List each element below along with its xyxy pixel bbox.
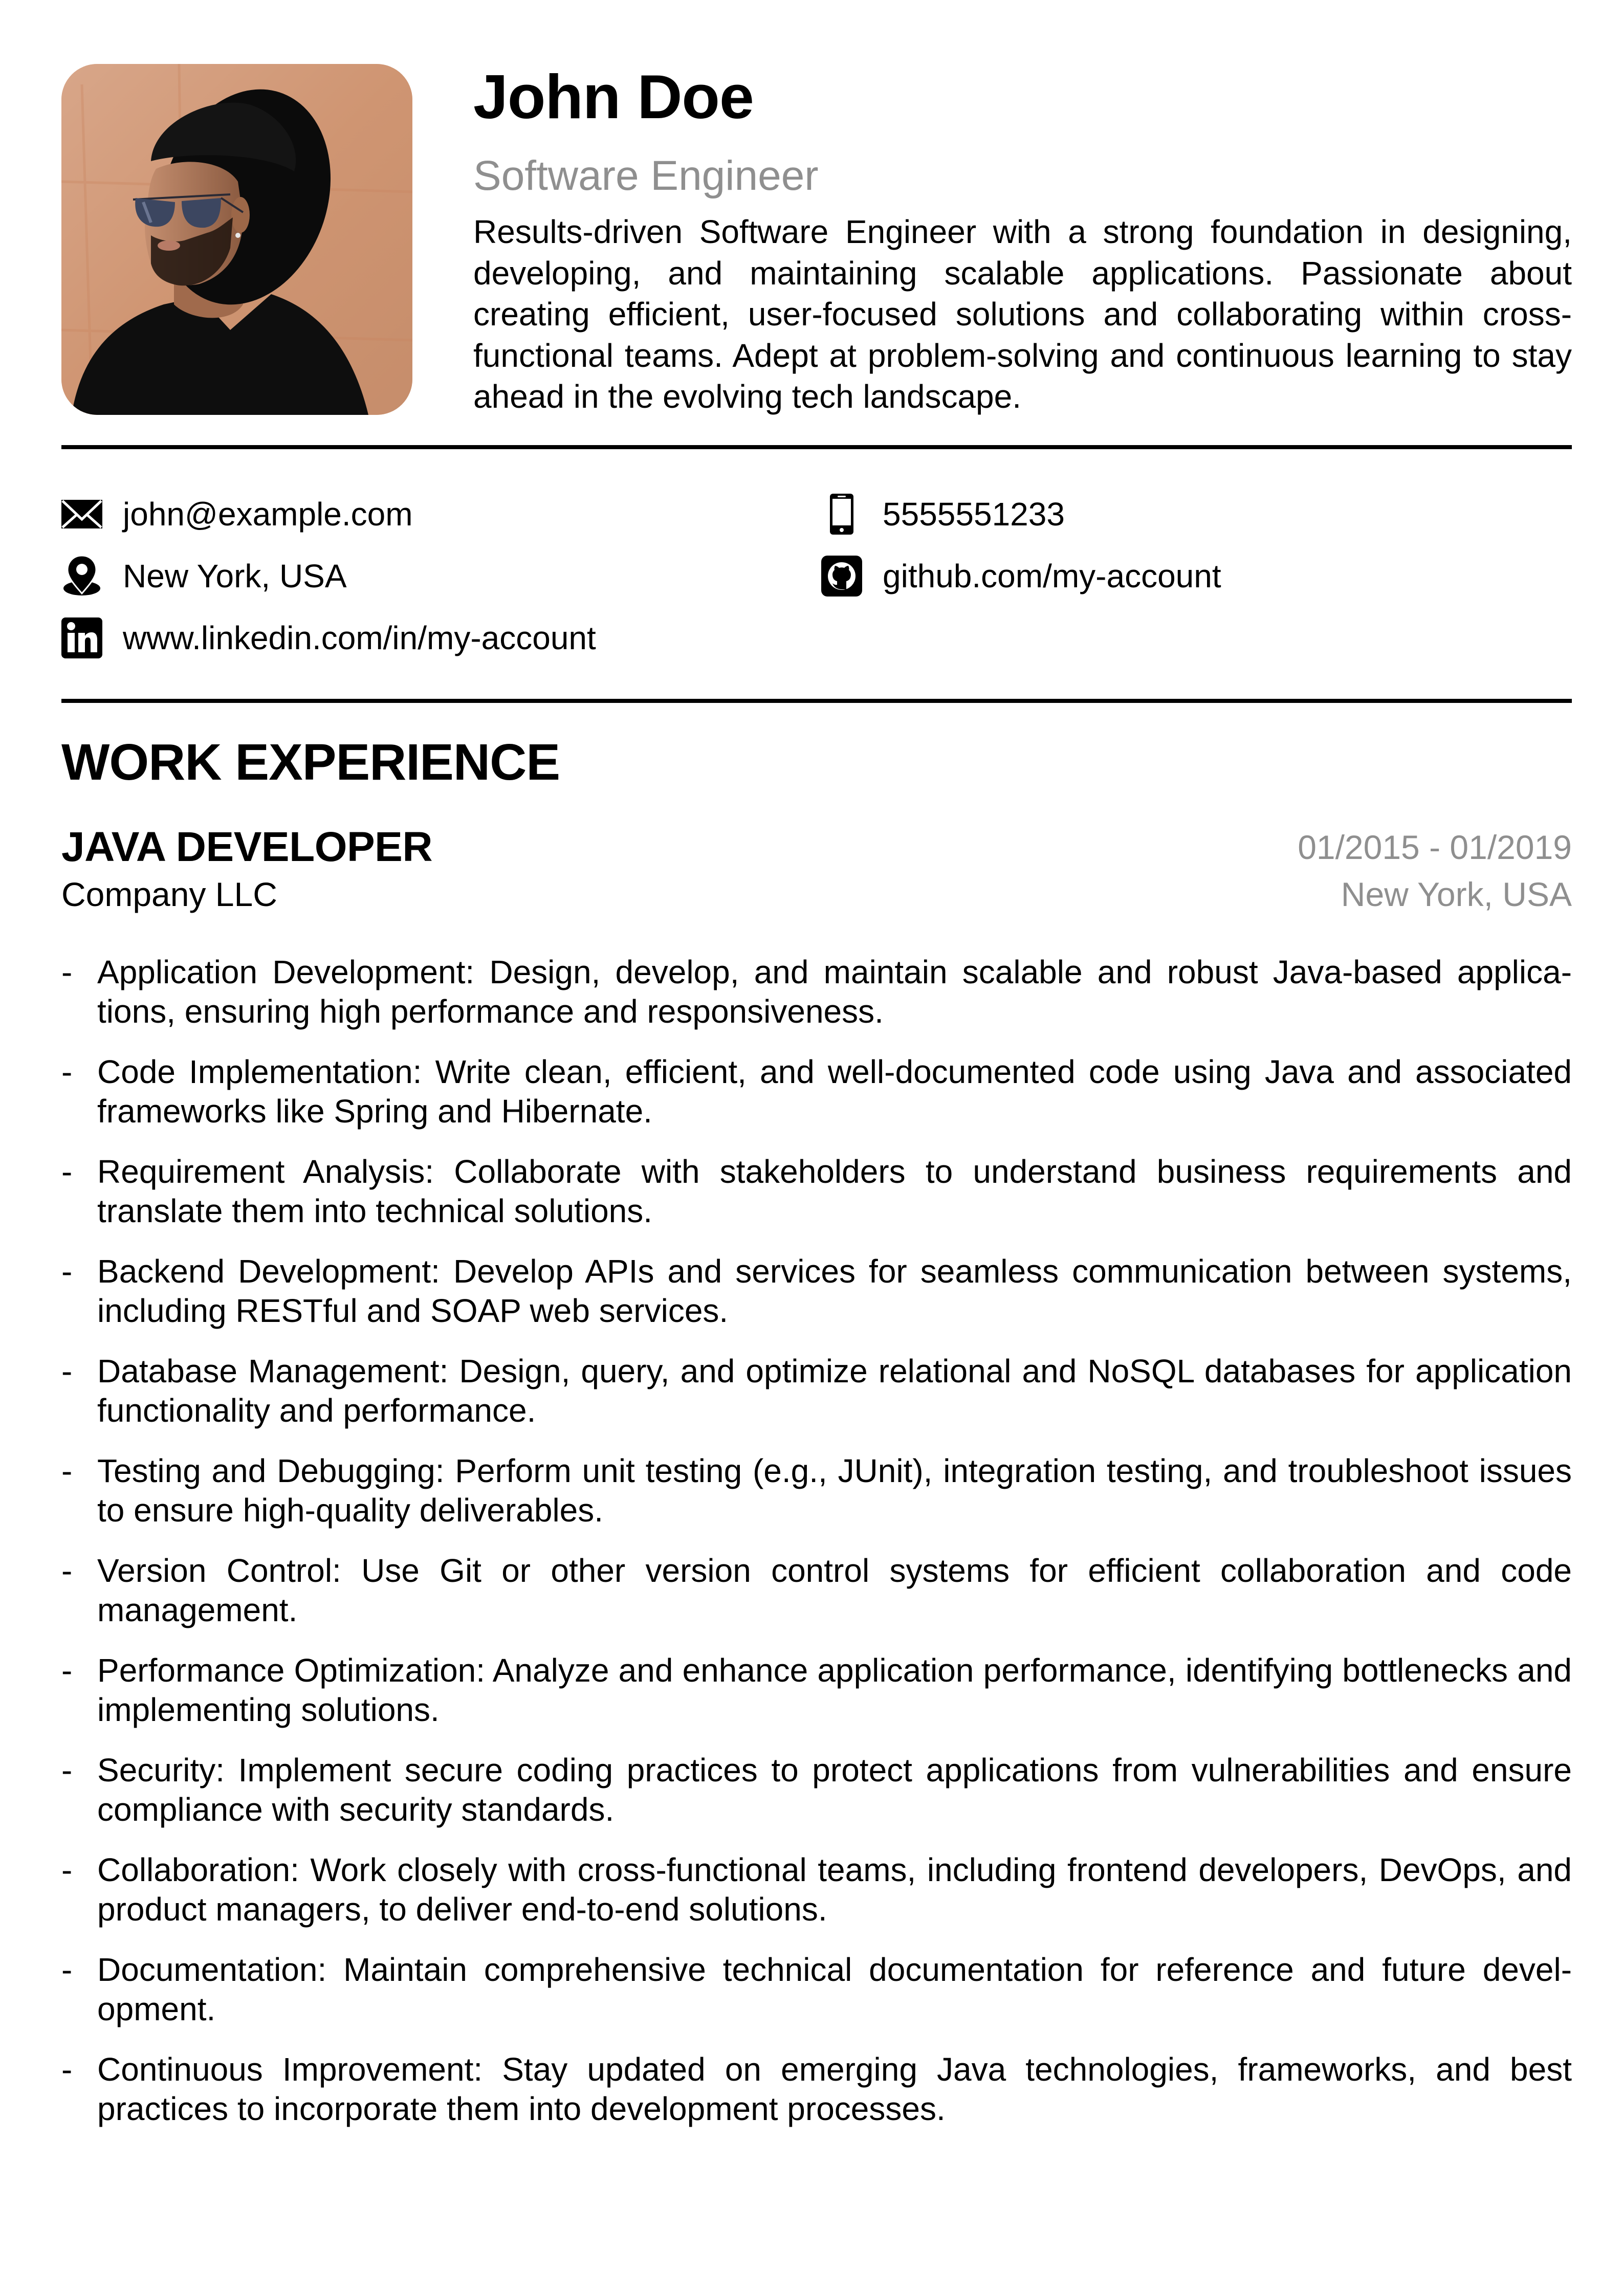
- contact-phone[interactable]: [821, 486, 1065, 542]
- bullet-dash: -: [61, 1652, 73, 1689]
- list-item: [61, 1751, 1572, 1829]
- bullet-text: Collaboration: Work closely with cross-functional teams, including frontend developers, DevOps, and product managers, to deliver end-to-end solutions.: [97, 1851, 1572, 1928]
- job-title: JAVA DEVELOPER: [61, 824, 433, 870]
- list-item: [61, 1052, 1572, 1131]
- list-item: [61, 1451, 1572, 1530]
- bullet-dash: -: [61, 954, 73, 990]
- github-icon: [821, 556, 862, 597]
- contact-location: [61, 548, 347, 604]
- bullet-text: Continuous Improvement: Stay updated on emerging Java technologies, frameworks, and best practices to incorporate them into development processes.: [97, 2051, 1572, 2127]
- professional-summary: Results-driven Software Engineer with a strong foundation in designing, developing, and maintaining scalable applications. Passionate about creating efficient, user-focused solutions and collaborating within cross-functional teams. Adept at problem-solving and continuous learning to stay ahead in the evolving tech landscape.: [473, 213, 1572, 415]
- bullet-dash: -: [61, 1253, 73, 1290]
- linkedin-icon: [61, 617, 102, 658]
- list-item: [61, 1950, 1572, 2029]
- candidate-title: Software Engineer: [473, 152, 819, 199]
- bullet-dash: -: [61, 1552, 73, 1589]
- bullet-text: Performance Optimization: Analyze and enhance application performance, identifying bottlenecks and implementing solutions.: [97, 1652, 1572, 1728]
- contact-divider: [61, 699, 1572, 703]
- contact-github[interactable]: [821, 548, 1221, 604]
- bullet-text: Database Management: Design, query, and optimize relational and NoSQL databases for application functionality and performance.: [97, 1353, 1572, 1429]
- bullet-dash: -: [61, 1153, 73, 1190]
- job-location: New York, USA: [1341, 875, 1572, 913]
- list-item: [61, 1551, 1572, 1630]
- contact-linkedin[interactable]: [61, 610, 596, 666]
- list-item: [61, 2050, 1572, 2129]
- header-divider: [61, 445, 1572, 449]
- bullet-dash: -: [61, 1053, 73, 1090]
- bullet-dash: -: [61, 2051, 73, 2088]
- location-value: New York, USA: [123, 558, 347, 594]
- bullet-text: Code Implementation: Write clean, efficient, and well-documented code using Java and associated frameworks like Spring and Hibernate.: [97, 1053, 1572, 1130]
- location-pin-icon: [61, 556, 102, 597]
- bullet-dash: -: [61, 1851, 73, 1888]
- list-item: [61, 1352, 1572, 1430]
- bullet-dash: -: [61, 1951, 73, 1988]
- email-value: john@example.com: [123, 496, 413, 533]
- bullet-text: Requirement Analysis: Collaborate with stakeholders to understand business requirements and translate them into technical solutions.: [97, 1153, 1572, 1229]
- contact-email[interactable]: [61, 486, 413, 542]
- bullet-text: Version Control: Use Git or other version control systems for efficient collaboration and code management.: [97, 1552, 1572, 1628]
- bullet-text: Application Development: Design, develop, and maintain scalable and robust Java-based applications, ensuring high performance and responsiveness.: [97, 954, 1572, 1030]
- list-item: [61, 1152, 1572, 1231]
- list-item: [61, 953, 1572, 1031]
- github-value: github.com/my-account: [883, 558, 1221, 594]
- bullet-text: Documentation: Maintain comprehensive technical documentation for reference and future development.: [97, 1951, 1572, 2027]
- profile-photo: [61, 64, 412, 415]
- job-company: Company LLC: [61, 875, 277, 913]
- candidate-name: John Doe: [473, 62, 754, 131]
- section-title-work-experience: WORK EXPERIENCE: [61, 734, 560, 791]
- phone-value: 5555551233: [883, 496, 1065, 533]
- portrait-image: [61, 64, 412, 415]
- phone-icon: [821, 494, 862, 535]
- bullet-dash: -: [61, 1452, 73, 1489]
- bullet-text: Security: Implement secure coding practices to protect applications from vulnerabilities and ensure compliance with security standards.: [97, 1752, 1572, 1828]
- bullet-text: Testing and Debugging: Perform unit testing (e.g., JUnit), integration testing, and troubleshoot issues to ensure high-quality deliverables.: [97, 1452, 1572, 1529]
- bullet-text: Backend Development: Develop APIs and services for seamless communication between systems, including RESTful and SOAP web services.: [97, 1253, 1572, 1329]
- list-item: [61, 1651, 1572, 1730]
- envelope-icon: [61, 494, 102, 535]
- bullet-dash: -: [61, 1353, 73, 1389]
- list-item: [61, 1850, 1572, 1929]
- resume-header: [61, 64, 1572, 417]
- bullet-dash: -: [61, 1752, 73, 1789]
- job-responsibilities-list: [61, 953, 1572, 2150]
- list-item: [61, 1252, 1572, 1331]
- job-dates: 01/2015 - 01/2019: [1298, 828, 1572, 866]
- linkedin-value: www.linkedin.com/in/my-account: [123, 620, 596, 656]
